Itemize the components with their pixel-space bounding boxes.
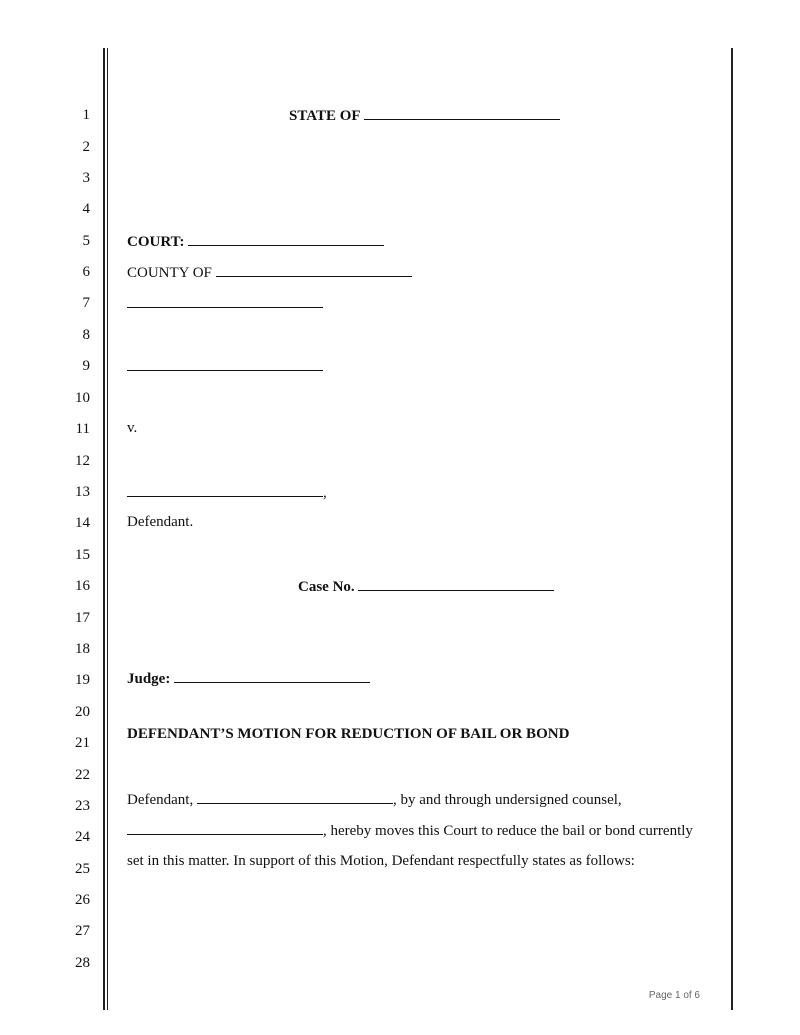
state-label: STATE OF <box>289 108 360 124</box>
state-heading <box>289 105 560 125</box>
motion-line-2-text: , hereby moves this Court to reduce the bail or bond currently <box>323 823 693 839</box>
case-number-label: Case No. <box>298 579 355 595</box>
line-number: 20 <box>75 704 90 720</box>
county-label: COUNTY OF <box>127 265 212 281</box>
judge-blank[interactable] <box>174 668 370 683</box>
county-blank[interactable] <box>216 262 412 277</box>
line-number: 23 <box>75 798 90 814</box>
line-number: 24 <box>75 829 90 845</box>
court-label: COURT: <box>127 234 185 250</box>
line-number: 16 <box>75 578 90 594</box>
motion-counsel-blank[interactable] <box>127 820 323 835</box>
line-number: 1 <box>82 107 90 123</box>
judge-label: Judge: <box>127 671 171 687</box>
line-number: 13 <box>75 484 90 500</box>
line-number: 2 <box>82 139 90 155</box>
line-number: 27 <box>75 923 90 939</box>
line-number: 26 <box>75 892 90 908</box>
case-number-line <box>298 576 554 596</box>
defendant-label: Defendant. <box>127 514 194 530</box>
defendant-name-blank[interactable] <box>127 482 323 497</box>
versus-text: v. <box>127 420 138 436</box>
line-number: 11 <box>75 421 90 437</box>
line-number: 17 <box>75 610 90 626</box>
comma: , <box>323 485 327 501</box>
line-number: 25 <box>75 861 90 877</box>
motion-line-2 <box>127 820 693 840</box>
line-number: 19 <box>75 672 90 688</box>
line-number: 4 <box>82 201 90 217</box>
plaintiff-blank-line <box>127 293 323 313</box>
line-number: 10 <box>75 390 90 406</box>
line-number: 8 <box>82 327 90 343</box>
court-blank[interactable] <box>188 231 384 246</box>
line-number: 15 <box>75 547 90 563</box>
line-number: 3 <box>82 170 90 186</box>
line-number: 9 <box>82 358 90 374</box>
motion-line-3: set in this matter. In support of this Motion, Defendant respectfully states as follows: <box>127 853 635 869</box>
left-margin-rule <box>103 48 105 1010</box>
motion-line-1-text: , by and through undersigned counsel, <box>392 792 622 808</box>
left-margin-rule-inner <box>107 48 108 1010</box>
motion-title: DEFENDANT’S MOTION FOR REDUCTION OF BAIL OR BOND <box>127 726 570 742</box>
plaintiff-role-blank[interactable] <box>127 356 323 371</box>
line-number: 18 <box>75 641 90 657</box>
line-number: 14 <box>75 515 90 531</box>
line-number: 5 <box>82 233 90 249</box>
county-line <box>127 262 412 282</box>
line-number: 7 <box>82 295 90 311</box>
line-number: 28 <box>75 955 90 971</box>
motion-defendant-label: Defendant, <box>127 792 194 808</box>
plaintiff-role-blank-line <box>127 356 323 376</box>
case-number-blank[interactable] <box>358 576 554 591</box>
motion-line-1 <box>127 789 622 809</box>
plaintiff-blank[interactable] <box>127 293 323 308</box>
defendant-name-line <box>127 482 327 502</box>
line-number: 12 <box>75 453 90 469</box>
line-number: 6 <box>82 264 90 280</box>
line-number: 21 <box>75 735 90 751</box>
line-number: 22 <box>75 767 90 783</box>
judge-line <box>127 668 370 688</box>
court-line <box>127 231 384 251</box>
page-number: Page 1 of 6 <box>648 990 700 1001</box>
motion-defendant-blank[interactable] <box>197 789 393 804</box>
right-margin-rule <box>731 48 733 1010</box>
state-blank[interactable] <box>364 105 560 120</box>
